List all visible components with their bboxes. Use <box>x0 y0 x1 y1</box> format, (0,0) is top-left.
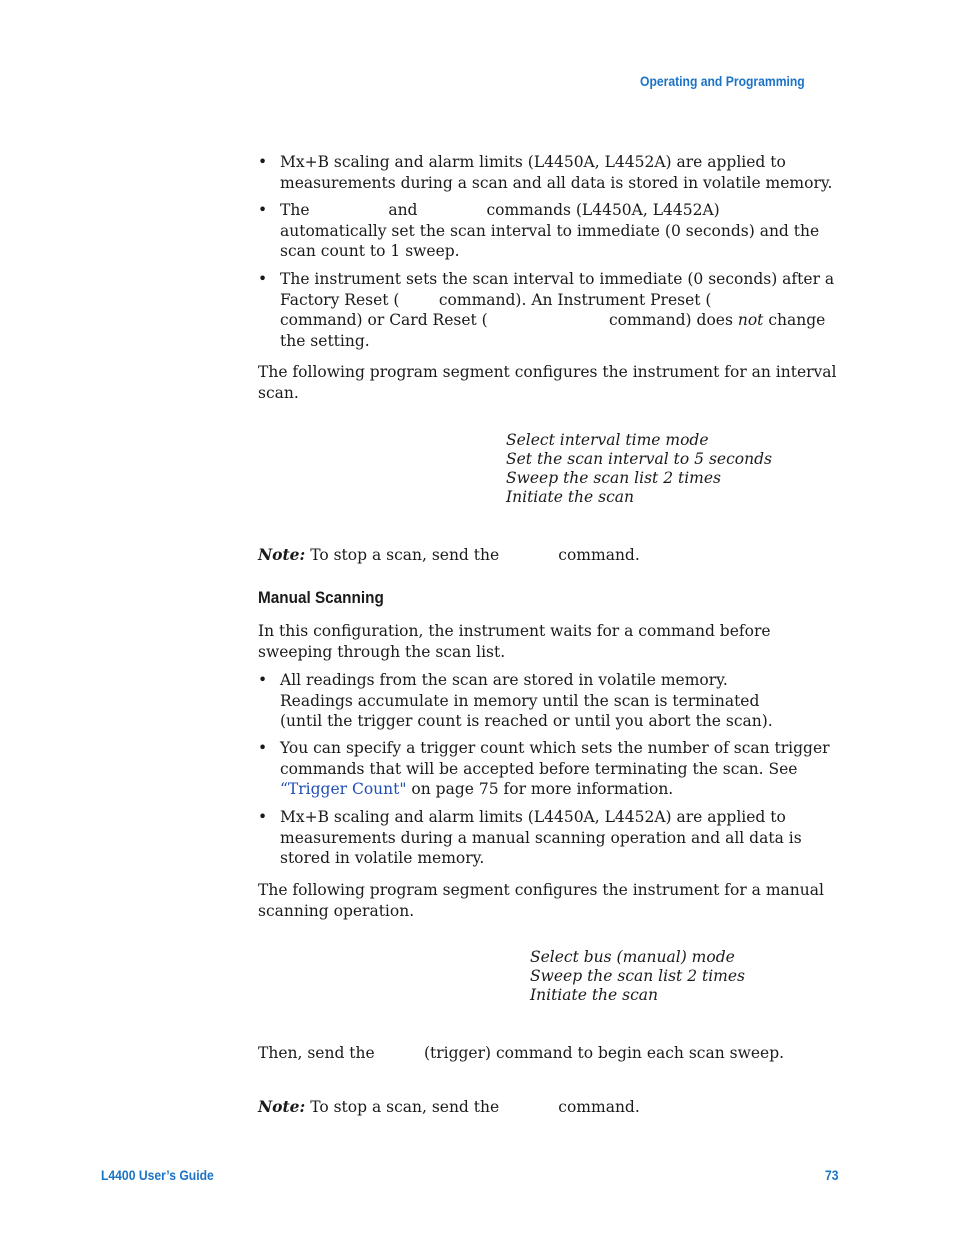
text-line: automatically set the scan interval to immediate (0 seconds) and the <box>280 221 820 240</box>
code-comments <box>530 948 745 1005</box>
text-line: scan count to 1 sweep. <box>280 242 460 260</box>
note-text: To stop a scan, send the command. <box>310 1098 640 1116</box>
text-line: (until the trigger count is reached or until you abort the scan). <box>280 712 773 730</box>
emphasis-not: not <box>737 311 764 329</box>
text-line: measurements during a manual scanning operation and all data is <box>280 828 802 847</box>
text-line: The instrument sets the scan interval to immediate (0 seconds) after a <box>280 270 835 288</box>
text-line: The following program segment configures the instrument for an interval <box>258 363 837 381</box>
note <box>258 1097 640 1116</box>
text-line: sweeping through the scan list. <box>258 642 506 661</box>
code-comment: Select interval time mode <box>506 431 709 449</box>
bullet-dot: • <box>258 201 268 219</box>
trigger-count-link[interactable]: “Trigger Count" <box>280 780 407 798</box>
code-comment: Select bus (manual) mode <box>530 948 735 966</box>
code-comment: Sweep the scan list 2 times <box>530 967 746 985</box>
text-line: scan. <box>258 383 299 402</box>
text-line: Mx+B scaling and alarm limits (L4450A, L4452A) are applied to <box>280 153 786 171</box>
text-line: measurements during a scan and all data is stored in volatile memory. <box>280 173 833 192</box>
text-line: Readings accumulate in memory until the scan is terminated <box>280 691 760 710</box>
code-comment: Set the scan interval to 5 seconds <box>506 450 772 468</box>
text-line: Factory Reset ( command). An Instrument Preset ( <box>280 290 712 309</box>
text-line: The following program segment configures the instrument for a manual <box>258 881 824 899</box>
text-line: Mx+B scaling and alarm limits (L4450A, L4452A) are applied to <box>280 808 786 826</box>
code-comment: Sweep the scan list 2 times <box>506 469 722 487</box>
text-line: You can specify a trigger count which sets the number of scan trigger <box>280 739 830 757</box>
text-line: The and commands (L4450A, L4452A) <box>280 201 720 219</box>
paragraph: Then, send the (trigger) command to begin each scan sweep. <box>258 1044 785 1062</box>
running-header: Operating and Programming <box>640 74 805 89</box>
footer-title: L4400 User’s Guide <box>101 1168 214 1183</box>
code-comment: Initiate the scan <box>506 488 634 506</box>
note-label: Note: <box>258 1097 306 1116</box>
code-comment: Initiate the scan <box>530 986 658 1004</box>
note-text: To stop a scan, send the command. <box>310 546 640 564</box>
text-line: commands that will be accepted before terminating the scan. See <box>280 759 798 778</box>
note-label: Note: <box>258 545 306 564</box>
text-line: command) or Card Reset ( <box>280 311 488 329</box>
text-line: “Trigger Count" on page 75 for more information. <box>280 780 674 798</box>
code-comments <box>506 431 772 507</box>
bullet-dot: • <box>258 671 268 689</box>
bullet-dot: • <box>258 270 268 288</box>
text-line: In this configuration, the instrument waits for a command before <box>258 622 771 640</box>
text-line: All readings from the scan are stored in volatile memory. <box>280 671 728 689</box>
text-line: stored in volatile memory. <box>280 849 485 867</box>
note <box>258 545 640 564</box>
text-line: the setting. <box>280 331 370 350</box>
bullet-dot: • <box>258 153 268 171</box>
bullet-dot: • <box>258 739 268 757</box>
section-heading: Manual Scanning <box>258 588 384 607</box>
text-line: command) does not change <box>609 311 826 329</box>
bullet-dot: • <box>258 808 268 826</box>
page-number: 73 <box>825 1168 839 1183</box>
text-line: scanning operation. <box>258 901 415 920</box>
